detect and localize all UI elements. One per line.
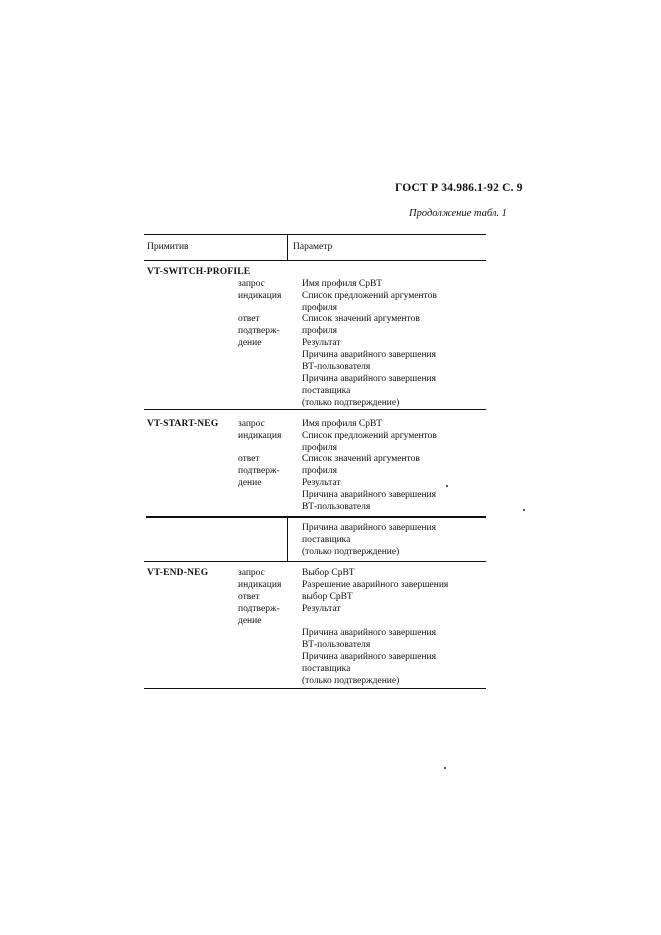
primitive-type: индикация [238,580,282,590]
parameter-line: Причина аварийного завершения [302,490,436,500]
group2-bottom-rule [146,516,486,518]
parameter-line: Результат [302,478,341,488]
primitive-name: VT-SWITCH-PROFILE [147,267,251,277]
parameter-line: Причина аварийного завершения [302,374,436,384]
parameter-line: Выбор СрВТ [302,568,355,578]
table-top-rule [144,234,486,235]
parameter-line: ВТ-пользователя [302,640,371,650]
primitive-name: VT-START-NEG [147,419,219,429]
primitive-type: дение [238,616,262,626]
parameter-line: поставщика [302,664,351,674]
primitive-type: подтверж- [238,326,280,336]
parameter-line: ВТ-пользователя [302,502,371,512]
parameter-line: поставщика [302,535,351,545]
parameter-line: Результат [302,338,341,348]
scan-speck [523,509,525,511]
parameter-line: Причина аварийного завершения [302,628,436,638]
column-header-parameter: Параметр [293,242,333,252]
parameter-line: профиля [302,443,337,453]
continuation-column-divider [287,516,288,561]
header-column-divider [287,234,288,260]
document-reference: ГОСТ Р 34.986.1-92 С. 9 [395,182,523,194]
parameter-line: Список значений аргументов [302,314,420,324]
parameter-line: Причина аварийного завершения [302,652,436,662]
primitive-type: ответ [238,592,260,602]
parameter-line: (только подтверждение) [302,676,400,686]
parameter-line: Причина аварийного завершения [302,350,436,360]
primitive-type: запрос [238,419,265,429]
parameter-line: Разрешение аварийного завершения [302,580,449,590]
primitive-type: дение [238,478,262,488]
primitive-type: дение [238,338,262,348]
parameter-line: Имя профиля СрВТ [302,419,383,429]
parameter-line: поставщика [302,386,351,396]
primitive-type: запрос [238,568,265,578]
parameter-line: Причина аварийного завершения [302,523,436,533]
primitive-type: подтверж- [238,604,280,614]
scan-speck [446,485,448,487]
group1-bottom-rule [144,409,486,410]
table-bottom-rule [144,688,486,689]
primitive-type: запрос [238,279,265,289]
parameter-line: выбор СрВТ [302,592,353,602]
primitive-type: подтверж- [238,466,280,476]
parameter-line: профиля [302,303,337,313]
scan-speck [444,767,446,769]
parameter-line: Список предложений аргументов [302,291,437,301]
table-continuation-note: Продолжение табл. 1 [409,208,507,219]
continuation-bottom-rule [144,561,486,562]
column-header-primitive: Примитив [147,242,189,252]
parameter-line: Список предложений аргументов [302,431,437,441]
primitive-type: индикация [238,291,282,301]
primitive-type: индикация [238,431,282,441]
primitive-type: ответ [238,314,260,324]
parameter-line: Список значений аргументов [302,454,420,464]
parameter-line: Результат [302,604,341,614]
parameter-line: (только подтверждение) [302,547,400,557]
parameter-line: Имя профиля СрВТ [302,279,383,289]
primitive-type: ответ [238,454,260,464]
parameter-line: профиля [302,326,337,336]
parameter-line: профиля [302,466,337,476]
primitive-name: VT-END-NEG [147,568,209,578]
parameter-line: (только подтверждение) [302,398,400,408]
parameter-line: ВТ-пользователя [302,362,371,372]
header-bottom-rule [144,260,486,261]
